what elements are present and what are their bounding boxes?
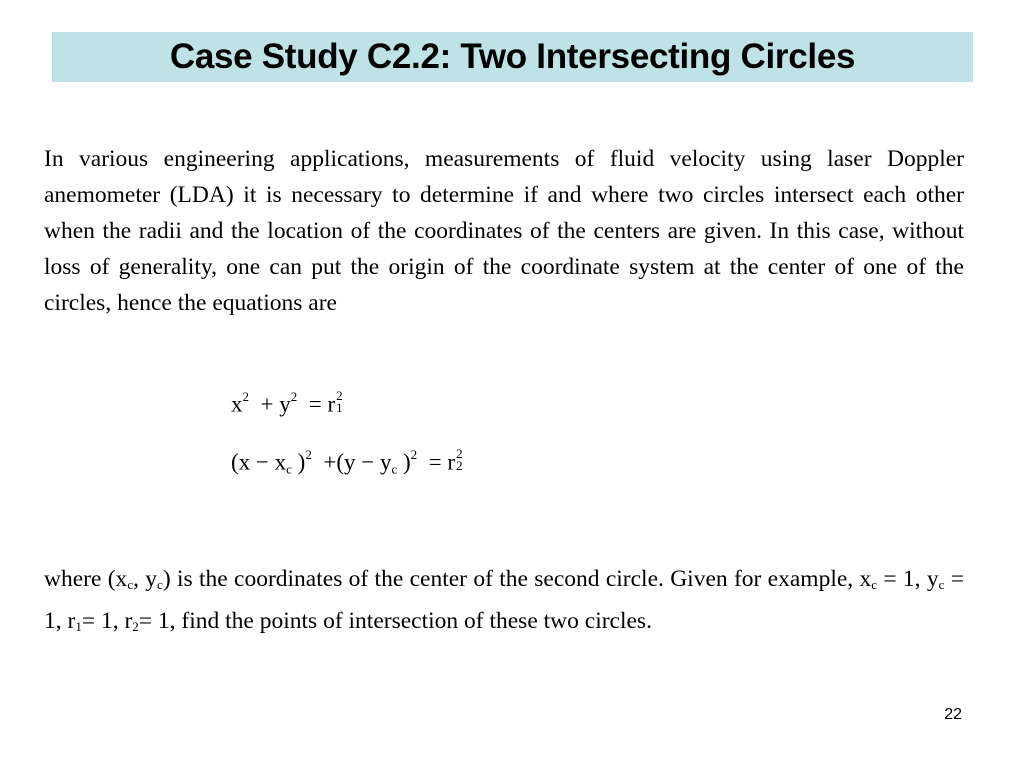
intro-paragraph: In various engineering applications, measurements of fluid velocity using laser Doppler anemometer (LDA) it is necessary to determine if and where two circles intersect each other when the radii and the location of the coordinates of the centers are given. In this case, without loss of generality, one can put the origin of the coordinate system at the center of one of the circles, hence the equations are bbox=[44, 146, 964, 316]
r1-script: 2 1 bbox=[336, 388, 343, 416]
example-paragraph: where ($x_c$, $y_c$) is the coordinates of the center of the second circle. Given for example, $x_c = 1$, $y_c = 1$, $r_1= 1$, $r_2= 1$, find the points of intersection of these two circles. bbox=[44, 566, 965, 634]
equation-circle-2: ($x - x_c$ )$^2 +(y - y_c$ )$^2$ = r 2 2 bbox=[231, 446, 463, 477]
slide-title: Case Study C2.2: Two Intersecting Circles bbox=[169, 37, 856, 76]
title-bar bbox=[52, 32, 973, 82]
page-number: 22 bbox=[944, 706, 962, 723]
equation-circle-1: $x^2 + y^2 = r$ 2 1 bbox=[231, 388, 343, 417]
r2-script: 2 2 bbox=[456, 446, 463, 474]
